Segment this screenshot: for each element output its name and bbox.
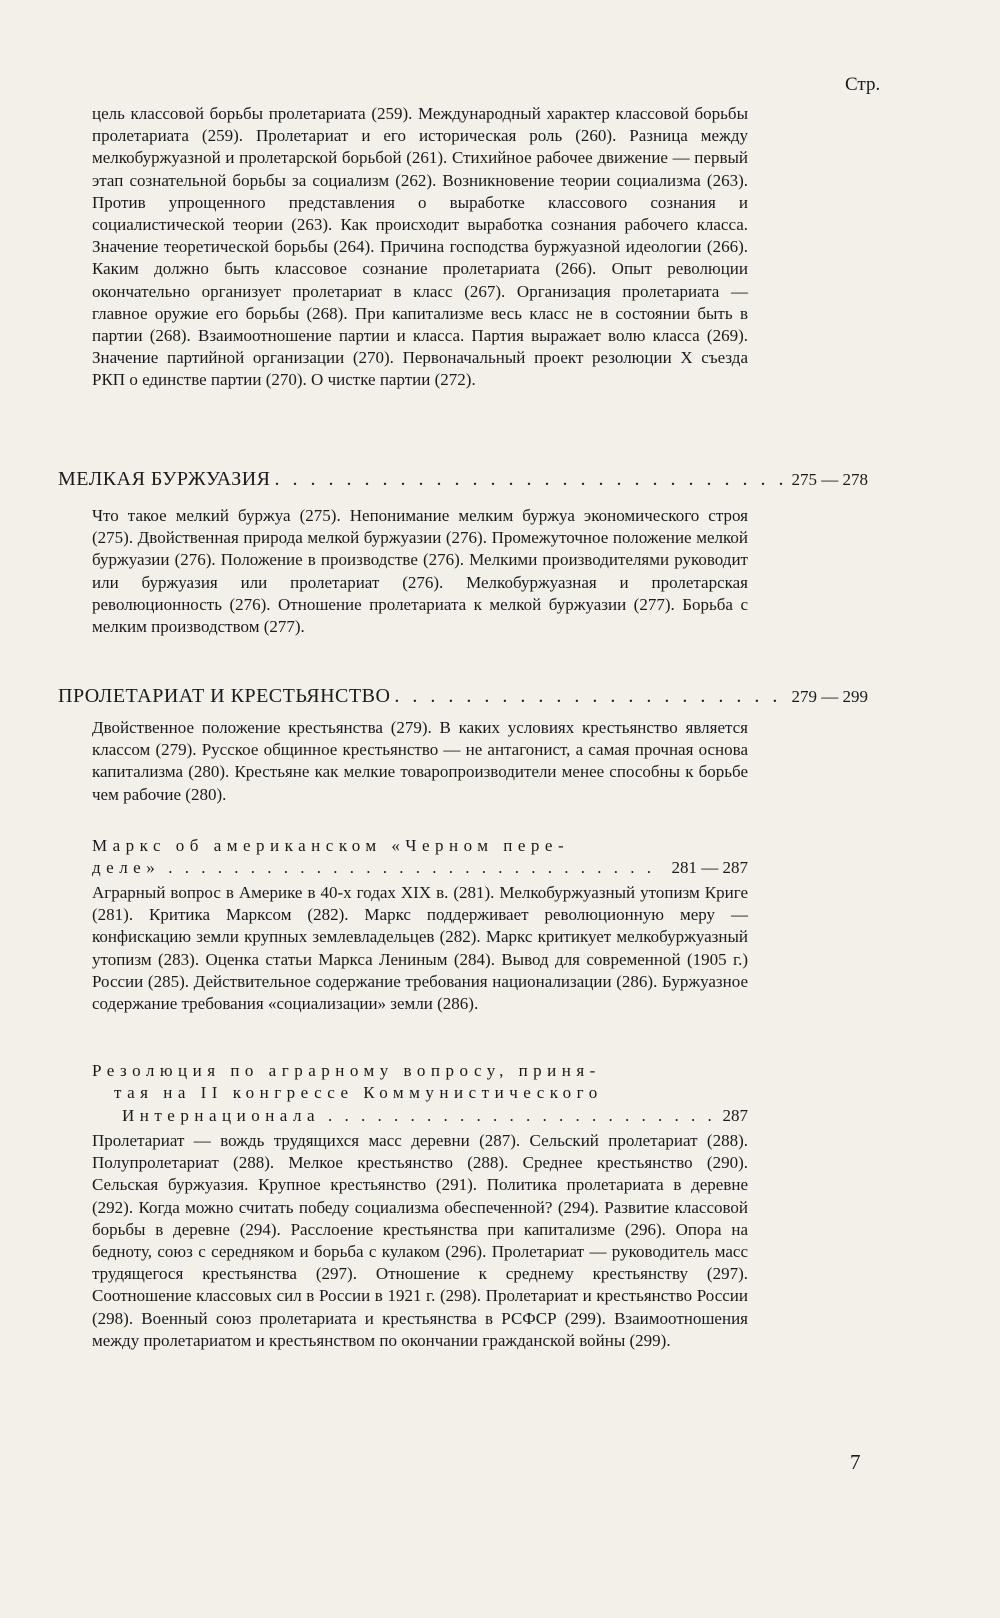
section-title: МЕЛКАЯ БУРЖУАЗИЯ [58, 468, 271, 490]
subsection-paragraph: Аграрный вопрос в Америке в 40-х годах XIX в. (281). Мелкобуржуазный утопизм Криге (281). Критика Марксом (282). Маркс поддерживает революционную меру — конфискацию земли крупных землевладельцев (282). Маркс критикует мелкобуржуазный утопизм (283). Оценка статьи Маркса Лениным (284). Вывод для современной (1905 г.) России (285). Действительное содержание требования национализации (286). Буржуазное содержание требования «социализации» земли (286). [92, 883, 748, 1014]
section-paragraph: Что такое мелкий буржуа (275). Непонимание мелким буржуа экономического строя (275). Двойственная природа мелкой буржуазии (276). Промежуточное положение мелкой буржуазии (276). Положение в производстве (276). Мелкими производителями руководит или буржуазия или пролетариат (276). Мелкобуржуазная и пролетарская революционность (276). Отношение пролетариата к мелкой буржуазии (277). Борьба с мелким производством (277). [92, 506, 748, 637]
leader-dots [168, 857, 663, 879]
subsection-title-line: Резолюция по аграрному вопросу, приня- [92, 1061, 601, 1080]
section-heading-petty-bourgeoisie [58, 468, 868, 494]
section-heading-proletariat-peasantry [58, 685, 868, 711]
leader-dots [394, 685, 783, 708]
section-title: ПРОЛЕТАРИАТ И КРЕСТЬЯНСТВО [58, 685, 391, 707]
intro-paragraph: цель классовой борьбы пролетариата (259). Международный характер классовой борьбы пролетариата (259). Пролетариат и его историческая роль (260). Разница между мелкобуржуазной и пролетарской борьбой (261). Стихийное рабочее движение — первый этап сознательной борьбы за социализм (262). Возникновение теории социализма (263). Против упрощенного представления о выработке классового сознания и социалистической теории (263). Как происходит выработка сознания рабочего класса. Значение теоретической борьбы (264). Причина господства буржуазной идеологии (266). Каким должно быть классовое сознание пролетариата (266). Опыт революции окончательно организует пролетариат в класс (267). Организация пролетариата — главное оружие его борьбы (268). При капитализме весь класс не в состоянии быть в партии (268). Взаимоотношение партии и класса. Партия выражает волю класса (269). Значение партийной организации (270). Первоначальный проект резолюции X съезда РКП о единстве партии (270). О чистке партии (272). [92, 104, 748, 390]
section-pages: 275 — 278 [791, 470, 868, 489]
section-paragraph: Двойственное положение крестьянства (279). В каких условиях крестьянство является классом (279). Русское общинное крестьянство — не антагонист, а самая прочная основа капитализма (280). Крестьяне как мелкие товаропроизводители менее способны к борьбе чем рабочие (280). [92, 718, 748, 804]
subsection-heading-agrarian-resolution [92, 1060, 748, 1127]
leader-dots [328, 1105, 714, 1127]
leader-dots [275, 468, 784, 491]
subsection-title-line: Маркс об американском «Черном пере- [92, 836, 570, 855]
subsection-pages: 281 — 287 [671, 858, 748, 878]
section-pages: 279 — 299 [791, 687, 868, 706]
subsection-heading-marx-black-repartition [92, 835, 748, 880]
subsection-pages: 287 [722, 1105, 748, 1125]
subsection-paragraph: Пролетариат — вождь трудящихся масс деревни (287). Сельский пролетариат (288). Полупролетариат (288). Мелкое крестьянство (288). Среднее крестьянство (290). Сельская буржуазия. Крупное крестьянство (291). Политика пролетариата в деревне (292). Когда можно считать победу социализма обеспеченной? (294). Развитие классовой борьбы в деревне (294). Расслоение крестьянства при капитализме (296). Опора на бедноту, союз с середняком и борьба с кулаком (296). Пролетариат — руководитель масс трудящегося крестьянства (297). Отношение к среднему крестьянству (297). Соотношение классовых сил в России в 1921 г. (298). Пролетариат и крестьянство России (298). Военный союз пролетариата и крестьянства в РСФСР (299). Взаимоотношения между пролетариатом и крестьянством по окончании гражданской войны (299). [92, 1131, 748, 1350]
subsection-title-line: Интернационала [122, 1105, 321, 1125]
subsection-title-line: деле» [92, 858, 161, 878]
page-number: 7 [850, 1450, 861, 1474]
subsection-title-line: тая на II конгрессе Коммунистического [114, 1083, 603, 1103]
page-column-label: Стр. [845, 74, 881, 95]
